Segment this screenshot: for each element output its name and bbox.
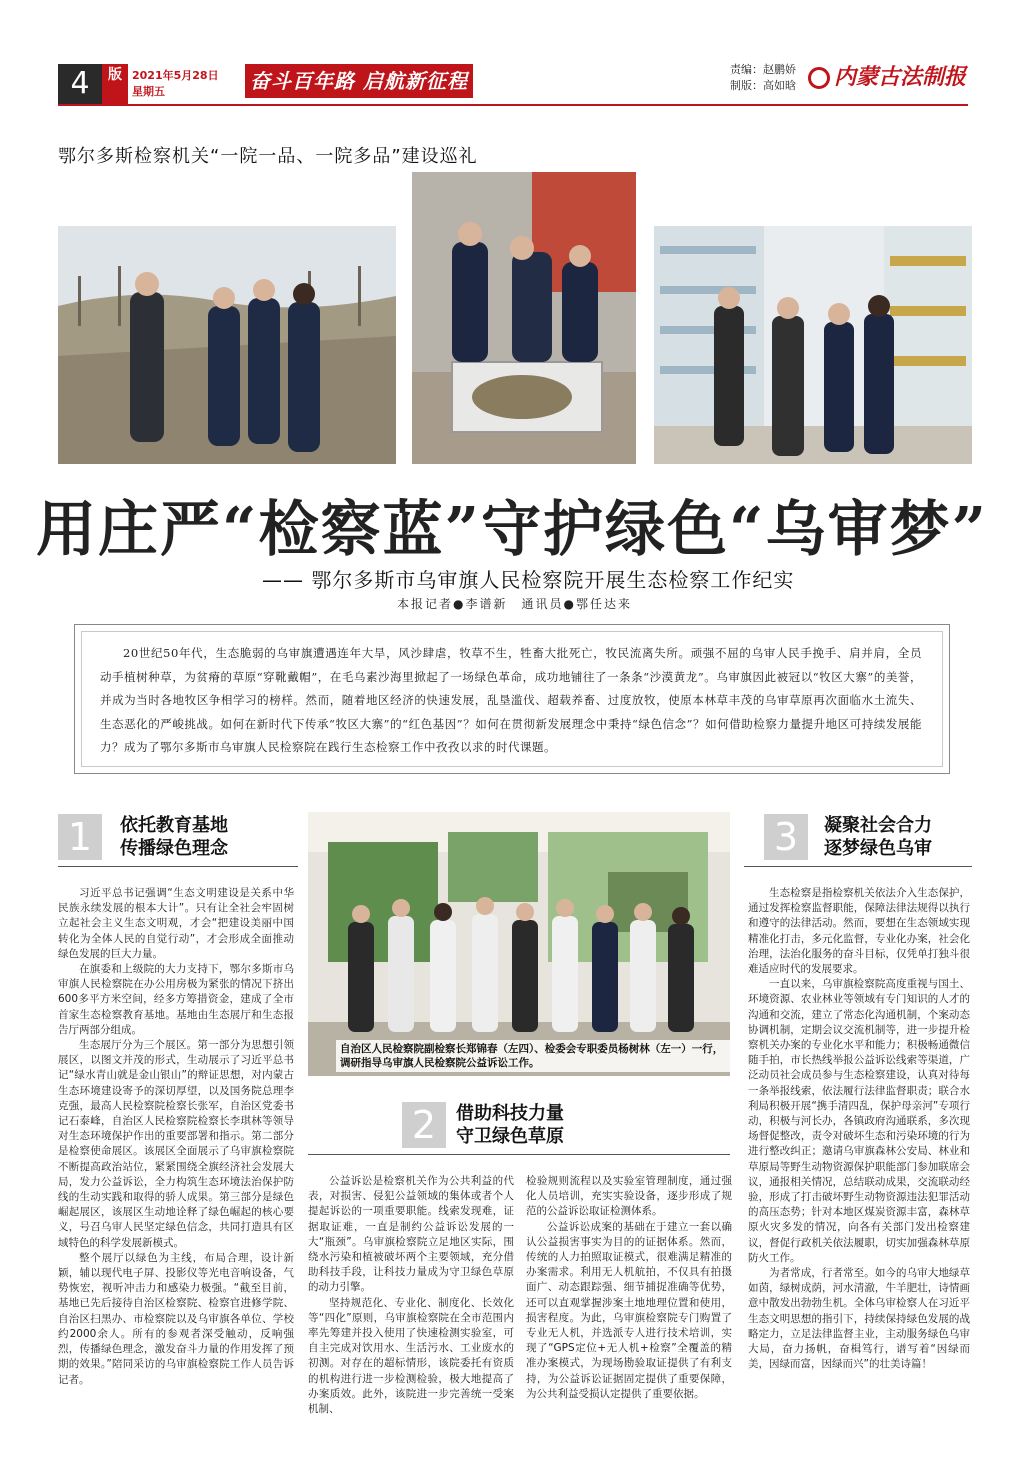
logo-emblem-icon: [808, 67, 830, 89]
newspaper-logo: [808, 60, 968, 94]
section-3-rule: [744, 866, 972, 867]
sub-headline: —— 鄂尔多斯市乌审旗人民检察院开展生态检察工作纪实: [262, 568, 795, 592]
byline: 本报记者●李谱新 通讯员●鄂任达来: [397, 597, 632, 611]
photo-sample-collection: [412, 172, 636, 464]
section-2-title-line2: 守卫绿色草原: [456, 1126, 564, 1147]
section-2-title: [456, 1102, 564, 1148]
page-label: 版: [102, 64, 128, 104]
section-2-paragraph: 检验规则流程以及实验室管理制度，通过强化人员培训，充实实验设备，逐步形成了规范的公益诉讼取证检测体系。: [526, 1175, 732, 1218]
section-1-title-line2: 传播绿色理念: [120, 838, 228, 859]
section-2-title-line1: 借助科技力量: [456, 1103, 564, 1124]
section-1-paragraph: 在旗委和上级院的大力支持下，鄂尔多斯市乌审旗人民检察院在办公用房极为紧张的情况下挤出600多平方米空间，经多方筹措资金，建成了全市首家生态检察教育基地。基地由生态展厅和生态报告厅两部分组成。: [58, 963, 294, 1036]
section-2-paragraph: 公益诉讼成案的基础在于建立一套以确认公益损害事实为目的的证据体系。然而，传统的人力拍照取证模式，很难满足精准的办案需求。利用无人机航拍，不仅具有拍摄面广、动态跟踪强、细节捕捉准确等优势，还可以直观掌握涉案土地地理位置和使用，损害程度。为此，乌审旗检察院专门购置了专业无人机，并选派专人进行技术培训，实现了“GPS定位+无人机+检察”全覆盖的精准办案模式，为现场勘验取证提供了有利支持，为公益诉讼证据固定提供了重要保障，为公共利益受损认定提供了重要依据。: [526, 1220, 732, 1400]
section-3-title-line2: 逐梦绿色乌审: [824, 838, 932, 859]
section-3-title: [824, 814, 932, 860]
section-1-paragraph: 习近平总书记强调“生态文明建设是关系中华民族永续发展的根本大计”。只有让全社会牢固树立起社会主义生态文明观，才会“把建设美丽中国转化为全体人民的自觉行动”，才会形成全面推动绿色发展的巨大力量。: [58, 887, 294, 960]
section-1-rule: [58, 866, 298, 867]
section-2-paragraph: 公益诉讼是检察机关作为公共利益的代表，对损害、侵犯公益领域的集体或者个人提起诉讼的一项重要职能。线索发现难，证据取证难，一直是制约公益诉讼发展的一大“瓶颈”。乌审旗检察院立足地区实际，围绕水污染和植被破坏两个主要领域，充分借助科技手段，让科技力量成为守卫绿色草原的动力引擎。: [308, 1175, 514, 1294]
editor-name: 责编：赵鹏娇: [730, 63, 796, 76]
issue-date: 2021年5月28日: [132, 69, 219, 82]
section-3-paragraph: 为者常成，行者常至。如今的乌审大地绿草如茵，绿树成荫，河水清澈，牛羊肥壮，诗情画意中散发出勃勃生机。全体乌审检察人在习近平生态文明思想的指引下，持续保持绿色发展的战略定力，立足法律监督主业，主动服务绿色乌审大局，奋力扬帆，奋楫笃行，谱写着“因绿而美，因绿而富，因绿而兴”的壮美诗篇！: [748, 1267, 970, 1371]
producer-name: 制版：高如晗: [730, 79, 796, 92]
issue-date-block: [132, 68, 219, 100]
section-1-body: [58, 886, 294, 1388]
section-1-title-line1: 依托教育基地: [120, 815, 228, 836]
lead-paragraph: 20世纪50年代，生态脆弱的乌审旗遭遇连年大旱，风沙肆虐，牧草不生，牲畜大批死亡，牧民流离失所。顽强不屈的乌审人民手挽手、肩并肩，全员动手植树种草，为贫瘠的草原“穿靴戴帽”，在毛乌素沙海里掀起了一场绿色革命，成功地铺往了一条条“沙漠黄龙”。乌审旗因此被冠以“牧区大寨”的美誉，并成为当时各地牧区争相学习的榜样。然而，随着地区经济的快速发展，乱垦滥伐、超载养畜、过度放牧，使原本林草丰茂的乌审草原再次面临水土流失、生态恶化的严峻挑战。如何在新时代下传承“牧区大寨”的“红色基因”？如何在贯彻新发展理念中秉持“绿色信念”？如何借助检察力量提升地区可持续发展能力？成为了鄂尔多斯市乌审旗人民检察院在践行生态检察工作中孜孜以求的时代课题。: [100, 646, 922, 754]
column-slogan: 奋斗百年路 启航新征程: [245, 64, 473, 98]
section-1-paragraph: 整个展厅以绿色为主线，布局合理，设计新颖，辅以现代电子屏、投影仪等光电音响设备，气势恢宏，视听冲击力和感染力极强。“截至目前，基地已先后接待自治区检察院、检察官进修学院、自治区扫黑办、市检察院以及乌审旗各单位、学校约2000余人。所有的参观者深受触动，反响强烈，传播绿色理念，激发奋斗力量的作用发挥了预期的效果。”陪同采访的乌审旗检察院工作人员告诉记者。: [58, 1251, 294, 1386]
section-3-number: 3: [764, 814, 808, 860]
series-title: 鄂尔多斯检察机关“一院一品、一院多品”建设巡礼: [58, 146, 478, 167]
section-1-title: [120, 814, 228, 860]
photo-caption: 自治区人民检察院副检察长郑锦春（左四）、检委会专职委员杨树林（左一）一行，调研指导乌审旗人民检察院公益诉讼工作。: [336, 1040, 734, 1072]
section-1-number: 1: [58, 814, 102, 860]
section-3-body: [748, 886, 970, 1373]
photo-field-inspection: [58, 226, 396, 464]
section-2-body-right: [526, 1174, 732, 1402]
section-2-paragraph: 坚持规范化、专业化、制度化、长效化等“四化”原则，乌审旗检察院在全市范围内率先筹建并投入使用了快速检测实验室，可自主完成对饮用水、生活污水、工业废水的初测。对存在的超标情形，该院委托有资质的机构进行进一步检测检验，极大地提高了办案质效。此外，该院进一步完善统一受案机制、: [308, 1296, 514, 1416]
editor-credits: [730, 62, 796, 94]
newspaper-name: 内蒙古法制报: [834, 64, 967, 90]
issue-weekday: 星期五: [132, 85, 165, 98]
section-1-paragraph: 生态展厅分为三个展区。第一部分为思想引领展区，以图文并茂的形式，生动展示了习近平总书记“绿水青山就是金山银山”的辩证思想，对内蒙古生态环境建设寄予的深切厚望，以及国务院总理李克强，最高人民检察院检察长张军，自治区党委书记石泰峰，自治区人民检察院检察长李琪林等领导对生态环境保护作出的重要部署和指示。第二部分是检察使命展区。该展区全面展示了乌审旗检察院不断提高政治站位，紧紧围绕全旗经济社会发展大局，发力公益诉讼，全力构筑生态环境法治保护防线的生动实践和取得的骄人成果。第三部分是绿色崛起展区，该展区生动地诠释了绿色崛起的核心要义，号召乌审人民坚定绿色信念，共同打造具有区域特色的科学发展新模式。: [58, 1039, 294, 1249]
section-3-paragraph: 生态检察是指检察机关依法介入生态保护，通过发挥检察监督职能，保障法律法规得以执行和遵守的法律活动。然而，要想在生态领域实现精准化打击，多元化监督，专业化办案，社会化治理，法治化服务的奋斗目标，仅凭单打独斗很难适应时代的发展要求。: [748, 887, 970, 976]
photo-pharmacy-inspection: [654, 226, 972, 464]
photo-exhibition-visit: [308, 812, 730, 1076]
masthead-rule: [58, 104, 968, 106]
section-3-title-line1: 凝聚社会合力: [824, 815, 932, 836]
section-3-paragraph: 一直以来，乌审旗检察院高度重视与国土、环境资源、农业林业等领域有专门知识的人才的沟通和交流，建立了常态化沟通机制，个案动态协调机制，定期会议交流机制等，进一步提升检察机关办案的专业化水平和能力；积极畅通微信随手拍，市长热线举报公益诉讼线索等渠道，广泛动员社会成员参与生态检察建设，认真对待每一条举报线索，依法履行法律监督职责；联合水利局积极开展“携手清四乱，保护母亲河”专项行动，积极与河长办，各镇政府沟通联系，多次现场督促整改，责令对破坏生态和污染环境的行为进行整改纠正；邀请乌审旗森林公安局、林业和草原局等野生动物资源保护职能部门参加联席会议，通报相关情况，总结联动成果，交流联动经验，形成了打击破坏野生动物资源违法犯罪活动的高压态势；针对本地区煤炭资源丰富，森林草原火灾多发的情况，向各有关部门发出检察建议，督促行政机关依法履职，切实加强森林草原防火工作。: [748, 978, 970, 1264]
section-2-body-left: [308, 1174, 514, 1417]
page-number: 4: [58, 64, 102, 104]
main-headline: 用庄严“检察蓝”守护绿色“乌审梦”: [35, 495, 989, 565]
section-2-number: 2: [402, 1102, 446, 1148]
section-2-rule: [308, 1154, 730, 1155]
